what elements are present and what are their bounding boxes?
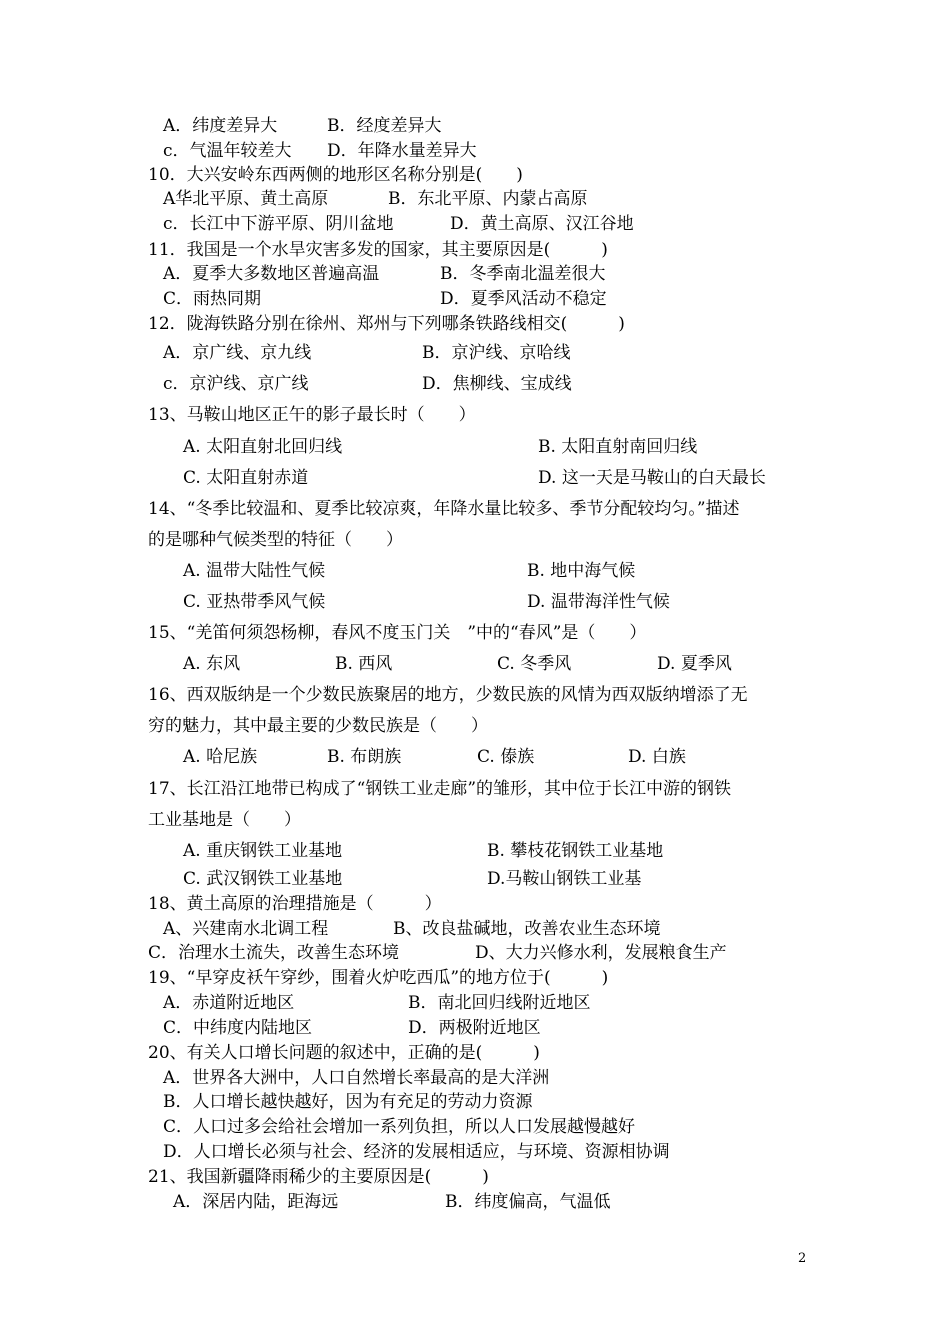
q11-option-c: C．雨热同期 [163, 289, 262, 309]
q20-option-a: A．世界各大洲中，人口自然增长率最高的是大洋洲 [163, 1068, 550, 1088]
q11-stem: 11．我国是一个水旱灾害多发的国家，其主要原因是( ) [148, 240, 608, 260]
q20-option-b: B．人口增长越快越好，因为有充足的劳动力资源 [163, 1092, 533, 1112]
q16-option-d: D. 白族 [628, 747, 686, 767]
q20-option-c: C．人口过多会给社会增加一系列负担，所以人口发展越慢越好 [163, 1117, 636, 1137]
q11-option-d: D．夏季风活动不稳定 [440, 289, 607, 309]
q17-stem-line1: 17、长江沿江地带已构成了“钢铁工业走廊”的雏形，其中位于长江中游的钢铁 [148, 779, 732, 799]
q18-option-a: A、兴建南水北调工程 [163, 919, 329, 939]
q11-option-a: A．夏季大多数地区普遍高温 [163, 264, 380, 284]
q16-option-b: B. 布朗族 [327, 747, 402, 767]
q14-stem-line1: 14、“冬季比较温和、夏季比较凉爽，年降水量比较多、季节分配较均匀。”描述 [148, 499, 740, 519]
q17-option-c: C. 武汉钢铁工业基地 [183, 869, 343, 889]
q15-option-a: A. 东风 [183, 654, 241, 674]
q18-option-d: D、大力兴修水利，发展粮食生产 [475, 943, 727, 963]
q13-stem: 13、马鞍山地区正午的影子最长时（ ） [148, 405, 476, 425]
q13-option-a: A. 太阳直射北回归线 [183, 437, 343, 457]
q14-stem-line2: 的是哪种气候类型的特征（ ） [148, 530, 403, 550]
q10-option-b: B．东北平原、内蒙占高原 [388, 189, 588, 209]
q15-option-b: B. 西风 [335, 654, 393, 674]
q19-stem: 19、“早穿皮袄午穿纱，围着火炉吃西瓜”的地方位于( ) [148, 968, 609, 988]
q13-option-b: B. 太阳直射南回归线 [538, 437, 698, 457]
q16-stem-line1: 16、西双版纳是一个少数民族聚居的地方，少数民族的风情为西双版纳增添了无 [148, 685, 748, 705]
q18-option-b: B、改良盐碱地，改善农业生态环境 [393, 919, 661, 939]
page-number: 2 [798, 1251, 807, 1266]
q20-option-d: D．人口增长必须与社会、经济的发展相适应，与环境、资源相协调 [163, 1142, 670, 1162]
q21-option-a: A．深居内陆，距海远 [173, 1192, 339, 1212]
q12-stem: 12．陇海铁路分别在徐州、郑州与下列哪条铁路线相交( ) [148, 314, 625, 334]
q13-option-c: C. 太阳直射赤道 [183, 468, 309, 488]
q14-option-d: D. 温带海洋性气候 [527, 592, 670, 612]
q20-stem: 20、有关人口增长问题的叙述中，正确的是( ) [148, 1043, 540, 1063]
q14-option-a: A. 温带大陆性气候 [183, 561, 326, 581]
q10-option-d: D．黄土高原、汉江谷地 [450, 214, 634, 234]
q15-option-d: D. 夏季风 [657, 654, 732, 674]
q18-option-c: C．治理水土流失，改善生态环境 [148, 943, 400, 963]
q9-option-c: c．气温年较差大 [163, 141, 292, 161]
q21-stem: 21、我国新疆降雨稀少的主要原因是( ) [148, 1167, 489, 1187]
q9-option-d: D．年降水量差异大 [327, 141, 477, 161]
q18-stem: 18、黄土高原的治理措施是（ ） [148, 894, 442, 914]
q17-option-a: A. 重庆钢铁工业基地 [183, 841, 343, 861]
q10-stem: 10．大兴安岭东西两侧的地形区名称分别是( ) [148, 165, 523, 185]
q14-option-c: C. 亚热带季风气候 [183, 592, 326, 612]
q19-option-b: B．南北回归线附近地区 [408, 993, 591, 1013]
q15-option-c: C. 冬季风 [497, 654, 572, 674]
q19-option-a: A．赤道附近地区 [163, 993, 295, 1013]
q9-option-b: B．经度差异大 [327, 116, 442, 136]
q16-option-c: C. 傣族 [477, 747, 535, 767]
q14-option-b: B. 地中海气候 [527, 561, 636, 581]
q16-option-a: A. 哈尼族 [183, 747, 258, 767]
q12-option-a: A．京广线、京九线 [163, 343, 312, 363]
q21-option-b: B．纬度偏高，气温低 [445, 1192, 611, 1212]
q16-stem-line2: 穷的魅力，其中最主要的少数民族是（ ） [148, 716, 488, 736]
q15-stem: 15、“羌笛何须怨杨柳，春风不度玉门关 ”中的“春风”是（ ） [148, 623, 647, 643]
q12-option-c: c．京沪线、京广线 [163, 374, 309, 394]
q17-stem-line2: 工业基地是（ ） [148, 810, 301, 830]
q19-option-c: C．中纬度内陆地区 [163, 1018, 313, 1038]
q12-option-b: B．京沪线、京哈线 [422, 343, 571, 363]
q11-option-b: B．冬季南北温差很大 [440, 264, 606, 284]
q13-option-d: D. 这一天是马鞍山的白天最长 [538, 468, 766, 488]
q19-option-d: D．两极附近地区 [408, 1018, 541, 1038]
q10-option-a: A华北平原、黄土高原 [163, 189, 329, 209]
q9-option-a: A．纬度差异大 [163, 116, 278, 136]
q17-option-b: B. 攀枝花钢铁工业基地 [487, 841, 664, 861]
q17-option-d: D.马鞍山钢铁工业基 [487, 869, 642, 889]
q12-option-d: D．焦柳线、宝成线 [422, 374, 572, 394]
q10-option-c: c．长江中下游平原、阴川盆地 [163, 214, 394, 234]
